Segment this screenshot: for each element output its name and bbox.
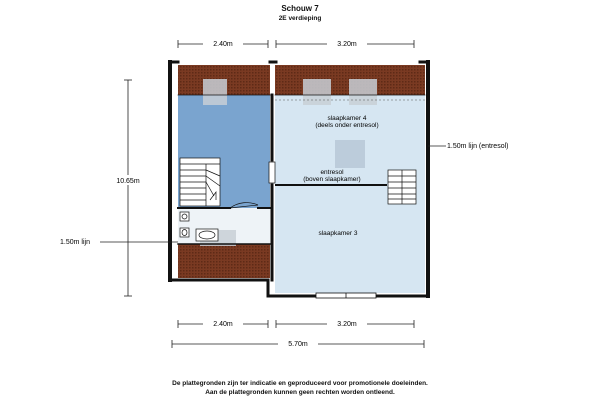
disclaimer-line-1: De plattegronden zijn ter indicatie en geproduceerd voor promotionele doeleinden. bbox=[172, 380, 428, 387]
room-sublabel-slaapkamer4: (deels onder entresol) bbox=[315, 122, 379, 129]
room-label-slaapkamer4: slaapkamer 4 bbox=[327, 115, 367, 122]
dim-height: 10.65m bbox=[116, 178, 140, 185]
room-label-entresol: entresol bbox=[320, 169, 344, 176]
dimension-height bbox=[124, 80, 132, 296]
dim-top-right: 3.20m bbox=[337, 41, 357, 48]
dim-top-left: 2.40m bbox=[213, 41, 233, 48]
staircase-left bbox=[180, 158, 220, 206]
roof-bottom-left bbox=[178, 244, 270, 278]
dim-bottom-right: 3.20m bbox=[337, 321, 357, 328]
staircase-right bbox=[388, 170, 416, 204]
room-sublabel-entresol: (boven slaapkamer) bbox=[303, 176, 361, 183]
disclaimer-line-2: Aan de plattegronden kunnen geen rechten worden ontleend. bbox=[205, 389, 395, 396]
dim-total-width: 5.70m bbox=[288, 341, 308, 348]
dim-bottom-left: 2.40m bbox=[213, 321, 233, 328]
label-150-left: 1.50m lijn bbox=[60, 239, 90, 246]
window-bottom bbox=[316, 293, 376, 298]
plan-subtitle: 2E verdieping bbox=[278, 15, 322, 22]
label-150-right: 1.50m lijn (entresol) bbox=[447, 143, 509, 150]
plan-title: Schouw 7 bbox=[281, 4, 319, 13]
room-label-slaapkamer3: slaapkamer 3 bbox=[318, 230, 358, 237]
door-slaapkamer bbox=[269, 162, 275, 183]
